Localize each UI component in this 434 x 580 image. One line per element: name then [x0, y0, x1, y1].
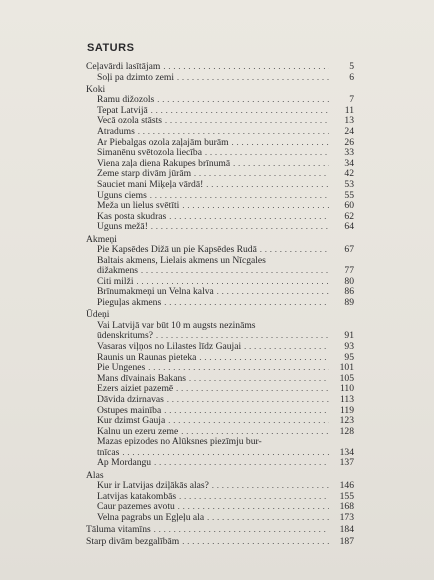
dot-leader — [182, 201, 329, 212]
toc-page-number: 95 — [344, 351, 354, 363]
toc-entry-title: Pie Ungenes — [97, 362, 146, 374]
toc-entry-title: Ap Mordangu — [97, 457, 152, 469]
toc-entry-title: Koki — [86, 83, 106, 95]
toc-entry-title: Dāvida dzirnavas — [97, 393, 164, 405]
dot-leader — [151, 222, 329, 233]
toc-entry-title: Kas posta skudras — [97, 210, 167, 222]
dot-leader — [165, 116, 329, 127]
dot-leader — [176, 384, 329, 395]
toc-page-number: 6 — [349, 71, 354, 83]
toc-entry-title: Vecā ozola stāsts — [97, 115, 163, 127]
toc-page-number: 146 — [339, 480, 354, 492]
toc-page-number: 187 — [339, 536, 354, 548]
toc-page-number: 113 — [339, 393, 354, 405]
toc-entry-title: Kur ir Latvijas dziļākās alas? — [97, 480, 209, 492]
toc-page-number: 62 — [344, 210, 354, 222]
toc-entry-title: Tepat Latvijā — [97, 104, 148, 116]
dot-leader — [122, 448, 329, 459]
toc-page-number: 119 — [339, 404, 354, 416]
toc-page-number: 34 — [344, 157, 354, 169]
toc-entry-title: Ar Piebalgas ozola zaļajām burām — [97, 136, 229, 148]
table-of-contents — [86, 62, 354, 548]
toc-page-number: 42 — [344, 168, 354, 180]
toc-entry-title: Viena zaļa diena Rakupes brīnumā — [97, 157, 231, 169]
toc-entry-title: Soļi pa dzimto zemi — [97, 71, 175, 83]
toc-entry-title: Pieguļas akmens — [97, 297, 162, 309]
dot-leader — [168, 416, 329, 427]
toc-entry-title: Ostupes mainība — [97, 404, 162, 416]
toc-entry-title: Vasaras viļņos no Lilastes līdz Gaujai — [97, 340, 242, 352]
dot-leader — [207, 513, 329, 524]
toc-page-number: 26 — [344, 136, 354, 148]
toc-page-number: 101 — [339, 362, 354, 374]
toc-page-number: 168 — [339, 501, 354, 513]
toc-page-number: 105 — [339, 372, 354, 384]
toc-page-number: 24 — [344, 126, 354, 138]
toc-page-number: 33 — [344, 147, 354, 159]
toc-page-number: 53 — [344, 179, 354, 191]
dot-leader — [212, 481, 329, 492]
toc-entry-title: dižakmens — [97, 265, 139, 277]
toc-entry-title: Kalnu un ezeru zeme — [97, 425, 179, 437]
toc-page-number: 89 — [344, 297, 354, 309]
toc-entry-title: ūdenskritums? — [97, 330, 153, 342]
toc-entry — [86, 458, 354, 469]
toc-entry-title: Baltais akmens, Lielais akmens un Nīcgales — [97, 254, 266, 266]
toc-page-number: 80 — [344, 275, 354, 287]
toc-entry-title: Mazas epizodes no Alūksnes piezīmju bur- — [97, 436, 262, 448]
toc-entry-title: Sauciet mani Miķeļa vārdā! — [97, 179, 204, 191]
toc-entry — [86, 395, 354, 406]
dot-leader — [164, 406, 329, 417]
toc-entry-title: Simanēnu svētozola liecība — [97, 147, 202, 159]
dot-leader — [206, 180, 329, 191]
toc-page-number: 86 — [344, 286, 354, 298]
dot-leader — [154, 525, 329, 536]
dot-leader — [154, 458, 329, 469]
toc-page-number: 11 — [344, 104, 354, 116]
dot-leader — [199, 353, 329, 364]
dot-leader — [169, 212, 329, 223]
toc-entry-title: Atradums — [97, 126, 135, 138]
page-title: SATURS — [87, 42, 135, 54]
toc-page-number: 123 — [339, 415, 354, 427]
toc-entry-title: Ezers aiziet pazemē — [97, 383, 174, 395]
toc-entry-title: Alas — [86, 469, 104, 481]
toc-page-number: 110 — [339, 383, 354, 395]
dot-leader — [167, 395, 329, 406]
toc-entry-title: Mans dīvainais Bakans — [97, 372, 186, 384]
dot-leader — [177, 73, 329, 84]
toc-entry-title: Ramu dižozols — [97, 94, 155, 106]
dot-leader — [157, 95, 329, 106]
toc-entry — [86, 342, 354, 353]
toc-page-number: 77 — [344, 265, 354, 277]
toc-entry — [86, 513, 354, 524]
toc-page-number: 184 — [339, 524, 354, 536]
toc-entry-title: Vai Latvijā var būt 10 m augsts nezināms — [97, 319, 256, 331]
toc-entry-title: Uguns ciems — [97, 189, 147, 201]
toc-page-number: 155 — [339, 490, 354, 502]
toc-entry-title: Zeme starp divām jūrām — [97, 168, 192, 180]
dot-leader — [164, 298, 329, 309]
toc-entry-title: Brīnumakmeņi un Velna kalva — [97, 286, 214, 298]
toc-page-number: 128 — [339, 425, 354, 437]
toc-page-number: 60 — [344, 200, 354, 212]
toc-page-number: 173 — [339, 511, 354, 523]
dot-leader — [232, 138, 329, 149]
toc-entry-title: Raunis un Raunas pieteka — [97, 351, 197, 363]
toc-entry-title: Kur dzimst Gauja — [97, 415, 166, 427]
toc-page-number: 64 — [344, 221, 354, 233]
toc-section — [86, 525, 354, 536]
dot-leader — [163, 62, 329, 73]
toc-entry-title: Meža un lielus svētīti — [97, 200, 180, 212]
dot-leader — [179, 492, 329, 503]
toc-page-number: 93 — [344, 340, 354, 352]
toc-entry-title: Caur pazemes avotu — [97, 501, 175, 513]
toc-entry — [86, 437, 354, 448]
toc-entry-title: Ceļavārdi lasītājam — [86, 61, 161, 72]
toc-entry-title: Starp divām bezgalībām — [86, 536, 180, 548]
toc-page-number: 13 — [344, 115, 354, 127]
toc-entry-title: Velna pagrabs un Egļeļu ala — [97, 511, 205, 523]
toc-section — [86, 62, 354, 73]
toc-entry-title: tnīcas — [97, 446, 120, 458]
toc-entry-title: Latvijas katakombās — [97, 490, 177, 502]
toc-entry-title: Pie Kapsēdes Dižā un pie Kapsēdes Rudā — [97, 244, 257, 256]
toc-entry — [86, 222, 354, 233]
toc-entry-title: Tāluma vitamīns — [86, 524, 151, 536]
dot-leader — [189, 374, 329, 385]
toc-entry-title: Uguns mežā! — [97, 221, 148, 233]
toc-page-number: 5 — [349, 61, 354, 72]
dot-leader — [217, 287, 329, 298]
toc-entry-title: Ūdeņi — [86, 309, 110, 321]
toc-entry-title: Citi milži — [97, 275, 134, 287]
dot-leader — [244, 342, 329, 353]
dot-leader — [260, 245, 329, 256]
toc-entry — [86, 298, 354, 309]
toc-page-number: 91 — [344, 330, 354, 342]
toc-page-number: 134 — [339, 446, 354, 458]
toc-entry-title: Akmeņi — [86, 233, 117, 245]
dot-leader — [233, 159, 329, 170]
dot-leader — [194, 169, 329, 180]
toc-section — [86, 537, 354, 548]
toc-entry — [86, 73, 354, 84]
dot-leader — [151, 106, 329, 117]
toc-page-number: 55 — [344, 189, 354, 201]
toc-page-number: 67 — [344, 244, 354, 256]
dot-leader — [141, 266, 329, 277]
toc-page-number: 7 — [349, 94, 354, 106]
dot-leader — [182, 537, 329, 548]
toc-page-number: 137 — [339, 457, 354, 469]
